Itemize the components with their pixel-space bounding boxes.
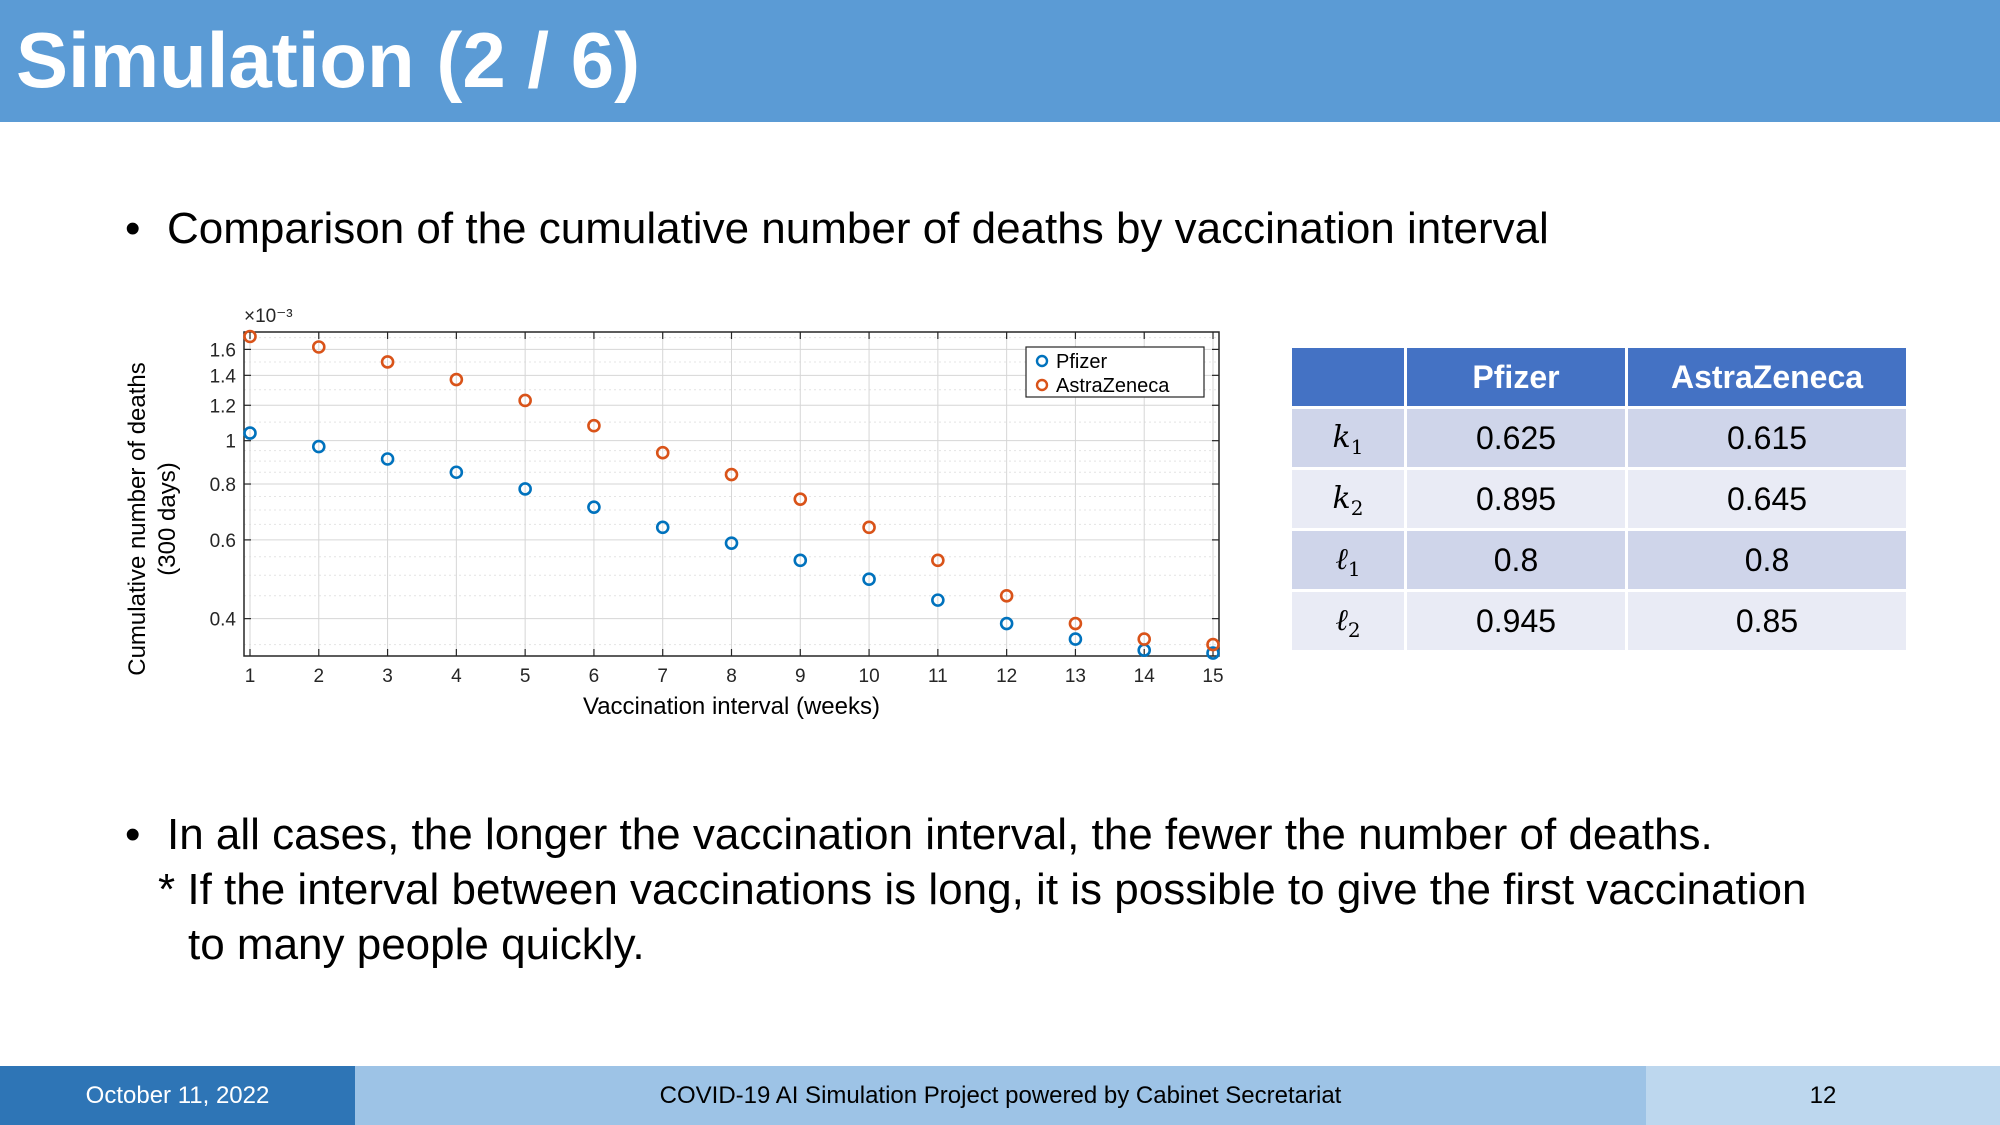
table-cell-parameter: ℓ$_2$ — [1292, 592, 1407, 653]
table-cell-pfizer: 0.8 — [1407, 531, 1628, 592]
table-header-row — [1292, 348, 1906, 409]
y-axis-title: Cumulative number of deaths — [124, 362, 151, 676]
x-tick-label: 2 — [313, 666, 325, 687]
table-cell-astrazeneca: 0.8 — [1628, 531, 1906, 592]
x-axis-title: Vaccination interval (weeks) — [582, 693, 881, 720]
scatter-chart — [115, 290, 1245, 730]
bullet-comparison-text: Comparison of the cumulative number of deaths by vaccination interval — [167, 204, 1549, 253]
table-cell-astrazeneca: 0.645 — [1628, 470, 1906, 531]
bullet-symbol: • — [125, 810, 141, 859]
parameter-table — [1292, 348, 1906, 653]
footer-date: October 11, 2022 — [0, 1066, 355, 1125]
table-cell-parameter: $k_2$ — [1292, 470, 1407, 531]
table-header-pfizer: Pfizer — [1407, 348, 1628, 409]
table-cell-parameter: ℓ$_1$ — [1292, 531, 1407, 592]
table-header-astrazeneca: AstraZeneca — [1628, 348, 1906, 409]
table-cell-pfizer: 0.945 — [1407, 592, 1628, 653]
y-tick-label: 1.2 — [209, 396, 236, 418]
x-tick-label: 13 — [1064, 666, 1086, 687]
table-cell-pfizer: 0.625 — [1407, 409, 1628, 470]
y-tick-label: 0.8 — [209, 475, 236, 497]
table-cell-parameter: $k_1$ — [1292, 409, 1407, 470]
table-cell-pfizer: 0.895 — [1407, 470, 1628, 531]
y-tick-label: 0.4 — [209, 609, 236, 631]
table-row — [1292, 409, 1906, 470]
y-tick-label: 1.6 — [209, 340, 236, 362]
slide-title: Simulation (2 / 6) — [16, 16, 641, 104]
exponent-label: ×10⁻³ — [244, 306, 293, 327]
y-tick-label: 0.6 — [209, 530, 236, 552]
bullet-symbol: • — [125, 204, 141, 253]
table-row — [1292, 470, 1906, 531]
table-row — [1292, 531, 1906, 592]
title-bar — [0, 0, 2000, 122]
x-tick-label: 4 — [451, 666, 462, 687]
x-tick-label: 8 — [726, 666, 737, 687]
x-tick-label: 3 — [382, 666, 393, 687]
x-tick-label: 1 — [244, 666, 256, 687]
bullet-conclusion-text: In all cases, the longer the vaccination interval, the fewer the number of deaths. — [167, 810, 1713, 859]
footer — [0, 1066, 2000, 1125]
x-tick-label: 14 — [1133, 666, 1155, 687]
y-axis-title-line-2: (300 days) — [154, 462, 181, 576]
table-row — [1292, 592, 1906, 653]
x-tick-label: 10 — [858, 666, 880, 687]
legend-label-astrazeneca: AstraZeneca — [1056, 375, 1170, 397]
footer-page-number: 12 — [1646, 1066, 2000, 1125]
table-cell-astrazeneca: 0.615 — [1628, 409, 1906, 470]
x-tick-label: 7 — [657, 666, 669, 687]
x-tick-label: 15 — [1202, 666, 1224, 687]
note-line-2: to many people quickly. — [188, 920, 645, 969]
note-line-1: * If the interval between vaccinations is long, it is possible to give the first vaccination — [158, 865, 1807, 914]
x-tick-label: 11 — [927, 666, 948, 687]
x-tick-label: 12 — [996, 666, 1018, 687]
footer-project: COVID-19 AI Simulation Project powered by Cabinet Secretariat — [355, 1066, 1646, 1125]
y-tick-label: 1.4 — [209, 366, 236, 388]
table-header-empty — [1292, 348, 1407, 409]
legend-label-pfizer: Pfizer — [1056, 351, 1108, 373]
x-tick-label: 9 — [794, 666, 806, 687]
x-tick-label: 6 — [588, 666, 600, 687]
y-tick-label: 1 — [225, 431, 236, 453]
x-tick-label: 5 — [519, 666, 531, 687]
table-cell-astrazeneca: 0.85 — [1628, 592, 1906, 653]
